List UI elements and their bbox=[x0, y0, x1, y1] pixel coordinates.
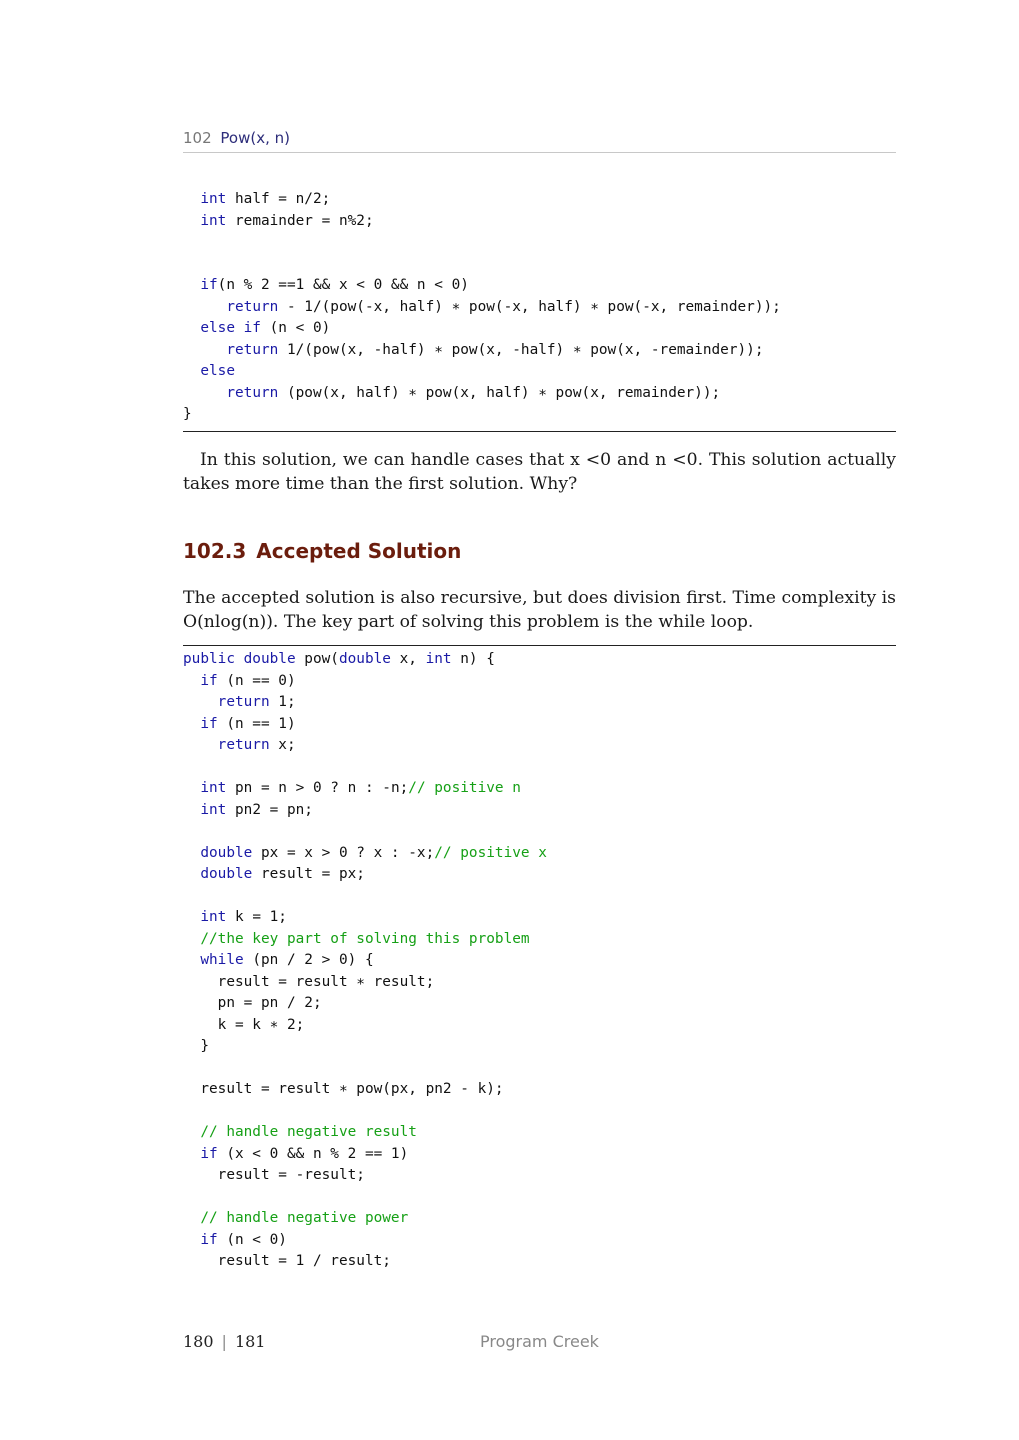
code-comment: // positive x bbox=[434, 844, 547, 861]
code-text: result = 1 / result; bbox=[183, 1253, 391, 1269]
paragraph-explanation: In this solution, we can handle cases that x <0 and n <0. This solution actually takes more time than the first solution. Why? bbox=[183, 450, 896, 494]
code-line bbox=[183, 1015, 547, 1037]
paragraph-accepted-solution: The accepted solution is also recursive, but does division first. Time complexity is O(nlog(n)). The key part of solving this problem is the while loop. bbox=[183, 588, 896, 632]
code-line bbox=[183, 254, 781, 276]
code-line bbox=[183, 383, 781, 405]
code-text: } bbox=[183, 406, 192, 422]
code-line bbox=[183, 361, 781, 383]
code-text bbox=[183, 277, 200, 293]
code-keyword: int bbox=[425, 651, 452, 667]
code-block-bottom-rule bbox=[183, 431, 896, 432]
code-text: (n == 1) bbox=[217, 715, 296, 732]
code-comment: // positive n bbox=[408, 780, 521, 796]
code-text: px = x > 0 ? x : -x; bbox=[252, 844, 435, 861]
code-text bbox=[183, 1232, 200, 1248]
code-line bbox=[183, 1036, 547, 1058]
chapter-number: 102 bbox=[183, 129, 212, 147]
footer-brand: Program Creek bbox=[480, 1332, 599, 1351]
code-keyword: return bbox=[217, 737, 270, 753]
code-line bbox=[183, 1101, 547, 1123]
code-keyword: if bbox=[200, 672, 218, 689]
code-text: remainder = n%2; bbox=[226, 212, 374, 229]
code-line bbox=[183, 864, 547, 886]
code-text bbox=[183, 780, 200, 796]
page-current: 180 bbox=[183, 1332, 214, 1351]
code-line bbox=[183, 1187, 547, 1209]
code-text: x, bbox=[390, 651, 426, 667]
code-text: result = -result; bbox=[183, 1167, 365, 1183]
code-line bbox=[183, 1144, 547, 1166]
code-keyword: return bbox=[226, 384, 279, 401]
code-text bbox=[183, 694, 218, 710]
code-text: pn = n > 0 ? n : -n; bbox=[226, 780, 409, 796]
code-keyword: double bbox=[200, 844, 253, 861]
code-text: (pow(x, half) ∗ pow(x, half) ∗ pow(x, remainder)); bbox=[278, 384, 721, 401]
code-keyword: return bbox=[217, 694, 270, 710]
code-text: 1; bbox=[269, 694, 296, 710]
code-text: (pn / 2 > 0) { bbox=[243, 952, 374, 968]
code-line bbox=[183, 778, 547, 800]
code-line bbox=[183, 993, 547, 1015]
code-line bbox=[183, 1208, 547, 1230]
code-line bbox=[183, 297, 781, 319]
code-line bbox=[183, 1079, 547, 1101]
code-text bbox=[183, 802, 200, 818]
code-line bbox=[183, 275, 781, 297]
code-text bbox=[183, 866, 200, 882]
code-line bbox=[183, 757, 547, 779]
code-text bbox=[183, 191, 200, 207]
code-keyword: else if bbox=[200, 320, 261, 336]
code-line bbox=[183, 211, 781, 233]
code-text: result = result ∗ result; bbox=[183, 973, 435, 990]
code-text: - 1/(pow(-x, half) ∗ pow(-x, half) ∗ pow(-x, remainder)); bbox=[278, 298, 781, 315]
chapter-title: Pow(x, n) bbox=[220, 129, 291, 147]
code-line bbox=[183, 404, 781, 426]
code-text: result = px; bbox=[252, 866, 365, 882]
code-text bbox=[183, 1124, 200, 1140]
code-line bbox=[183, 735, 547, 757]
code-text: (n < 0) bbox=[260, 320, 331, 336]
code-text bbox=[183, 363, 200, 379]
code-text: (n == 0) bbox=[217, 672, 296, 689]
code-text: (x < 0 && n % 2 == 1) bbox=[217, 1145, 409, 1162]
code-text: k = 1; bbox=[226, 909, 287, 925]
code-keyword: while bbox=[200, 952, 244, 968]
code-keyword: int bbox=[200, 212, 227, 229]
code-keyword: return bbox=[226, 298, 279, 315]
code-keyword: double bbox=[200, 866, 253, 882]
code-text bbox=[183, 299, 226, 315]
code-keyword: int bbox=[200, 909, 227, 925]
code-text bbox=[183, 952, 200, 968]
code-line bbox=[183, 843, 547, 865]
code-text: half = n/2; bbox=[226, 191, 331, 207]
code-line bbox=[183, 929, 547, 951]
code-line bbox=[183, 1251, 547, 1273]
running-header bbox=[183, 128, 896, 153]
code-keyword: int bbox=[200, 801, 227, 818]
code-keyword: int bbox=[200, 780, 227, 796]
code-line bbox=[183, 972, 547, 994]
code-keyword: public double bbox=[183, 651, 296, 667]
page-total: 181 bbox=[234, 1332, 266, 1351]
code-keyword: if bbox=[200, 1145, 218, 1162]
code-line bbox=[183, 950, 547, 972]
code-text bbox=[183, 931, 200, 947]
code-keyword: if bbox=[200, 277, 218, 293]
code-text bbox=[183, 1210, 200, 1226]
code-line bbox=[183, 1230, 547, 1252]
code-text: n) { bbox=[451, 651, 495, 667]
code-line bbox=[183, 318, 781, 340]
code-keyword: double bbox=[338, 651, 391, 667]
code-text bbox=[183, 1146, 200, 1162]
code-line bbox=[183, 886, 547, 908]
code-text bbox=[183, 213, 200, 229]
page-separator: | bbox=[221, 1332, 227, 1351]
code-line bbox=[183, 821, 547, 843]
code-text bbox=[183, 845, 200, 861]
code-line bbox=[183, 340, 781, 362]
code-line bbox=[183, 671, 547, 693]
code-line bbox=[183, 1058, 547, 1080]
code-text: pn = pn / 2; bbox=[183, 995, 322, 1011]
code-text: result = result ∗ pow(px, pn2 - k); bbox=[183, 1081, 504, 1097]
code-text bbox=[183, 385, 226, 401]
code-line bbox=[183, 692, 547, 714]
code-text: x; bbox=[269, 737, 296, 753]
code-line bbox=[183, 1122, 547, 1144]
code-text: pn2 = pn; bbox=[226, 801, 313, 818]
code-line bbox=[183, 800, 547, 822]
code-text bbox=[183, 342, 226, 358]
code-keyword: if bbox=[200, 715, 218, 732]
code-line bbox=[183, 232, 781, 254]
code-block-continued bbox=[183, 189, 781, 426]
section-heading bbox=[183, 537, 461, 565]
code-comment: //the key part of solving this problem bbox=[200, 930, 530, 947]
code-line bbox=[183, 714, 547, 736]
code-comment: // handle negative power bbox=[200, 1210, 409, 1226]
code-keyword: int bbox=[200, 191, 227, 207]
code-line bbox=[183, 189, 781, 211]
code-keyword: else bbox=[200, 363, 235, 379]
code-text: (n % 2 ==1 && x < 0 && n < 0) bbox=[217, 277, 469, 293]
code-text bbox=[183, 909, 200, 925]
code-text: pow( bbox=[295, 651, 339, 667]
code-block-accepted-solution bbox=[183, 649, 547, 1273]
code-line bbox=[183, 1165, 547, 1187]
code-comment: // handle negative result bbox=[200, 1124, 417, 1140]
code-text bbox=[183, 737, 218, 753]
code-line bbox=[183, 649, 547, 671]
code-text bbox=[183, 716, 200, 732]
code-text: } bbox=[183, 1038, 209, 1054]
section-title: Accepted Solution bbox=[256, 539, 462, 563]
code-text: (n < 0) bbox=[217, 1231, 287, 1248]
code-text bbox=[183, 320, 200, 336]
page-number bbox=[183, 1331, 265, 1353]
code-line bbox=[183, 907, 547, 929]
code-block-top-rule bbox=[183, 645, 896, 646]
code-text: k = k ∗ 2; bbox=[183, 1016, 305, 1033]
code-keyword: return bbox=[226, 341, 279, 358]
section-number: 102.3 bbox=[183, 539, 247, 563]
code-text bbox=[183, 673, 200, 689]
code-text: 1/(pow(x, -half) ∗ pow(x, -half) ∗ pow(x, -remainder)); bbox=[278, 341, 764, 358]
code-keyword: if bbox=[200, 1231, 218, 1248]
